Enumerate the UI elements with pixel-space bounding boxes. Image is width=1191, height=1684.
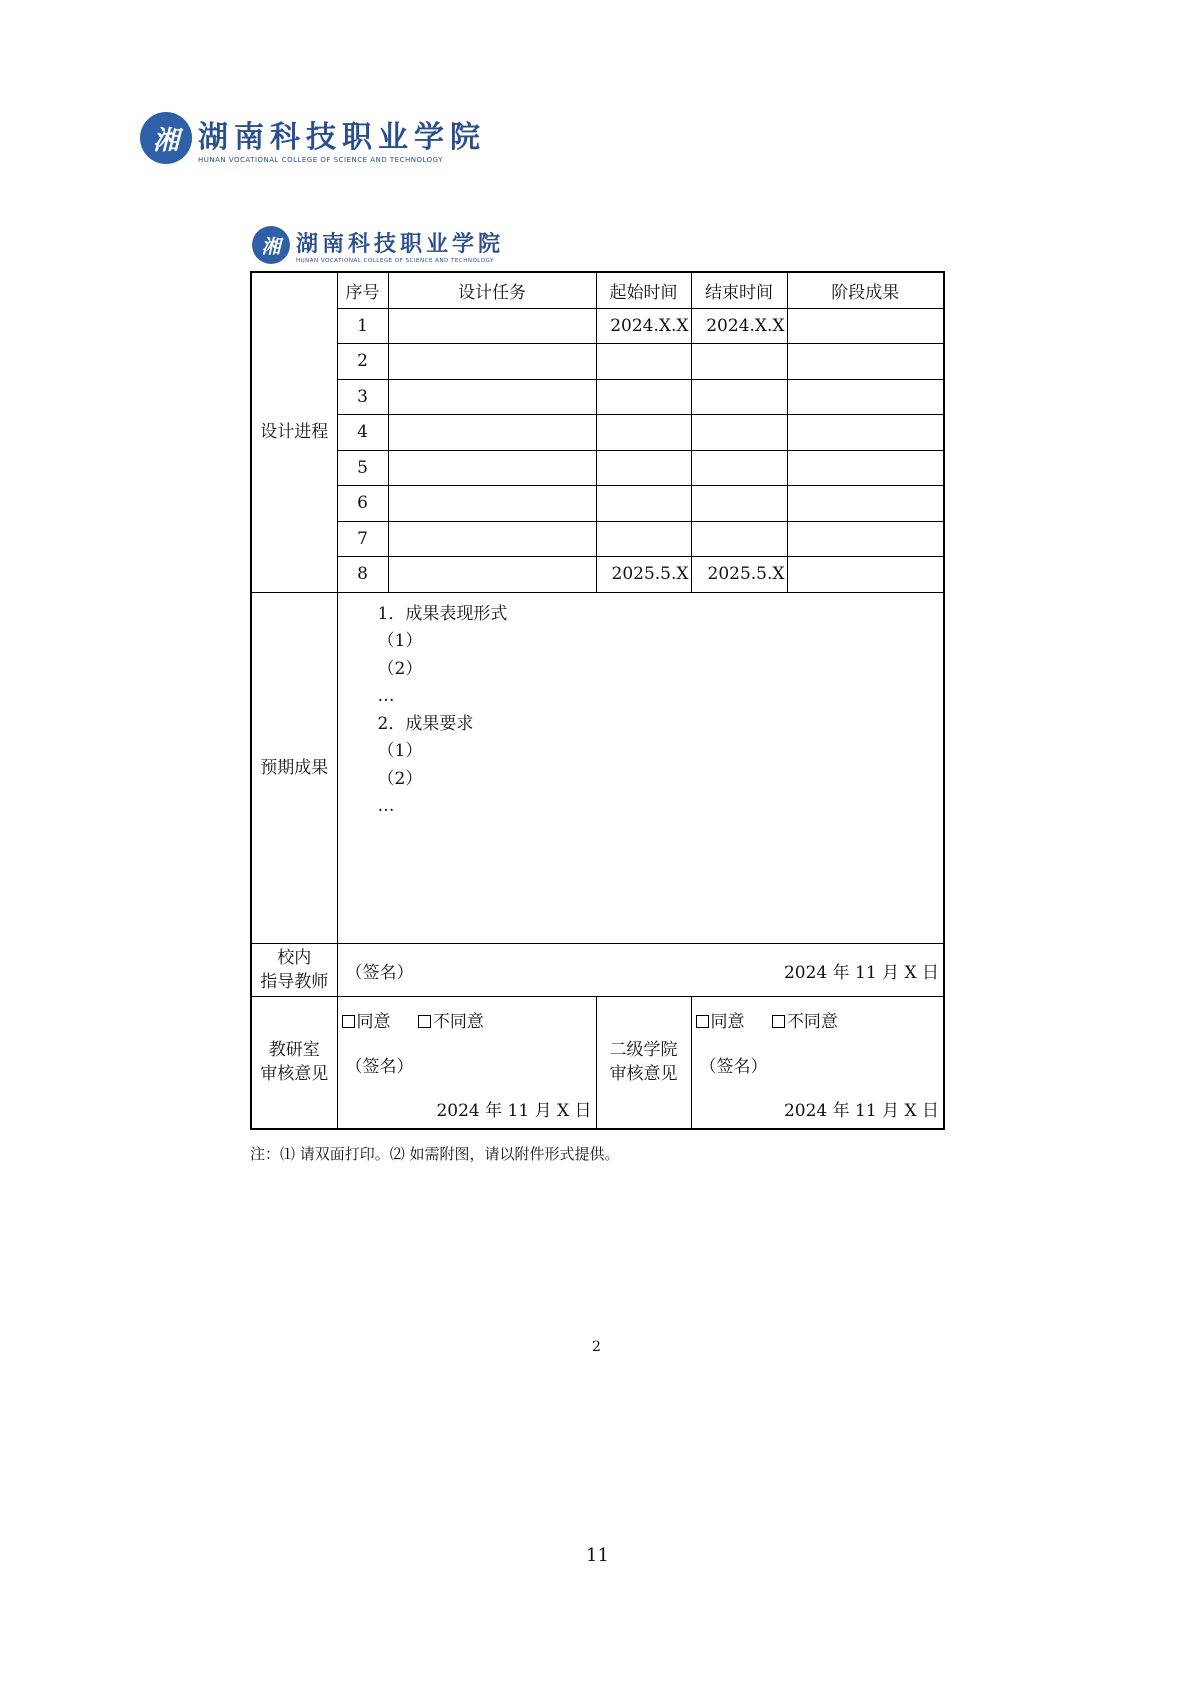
row-no: 6 bbox=[337, 486, 388, 522]
expected-line: … bbox=[377, 686, 395, 706]
teacher-date: 2024 年 11 月 X 日 bbox=[783, 962, 939, 983]
inner-logo bbox=[252, 226, 504, 264]
college-label-line1: 二级学院 bbox=[609, 1040, 678, 1060]
row-no: 4 bbox=[337, 415, 388, 451]
row-no: 5 bbox=[337, 450, 388, 486]
table-row bbox=[251, 308, 944, 344]
checkbox-icon[interactable] bbox=[418, 1015, 431, 1028]
review-row bbox=[251, 996, 944, 1129]
teacher-row bbox=[251, 943, 944, 996]
row-end[interactable] bbox=[691, 450, 787, 486]
col-header-no: 序号 bbox=[337, 272, 388, 308]
design-progress-form bbox=[250, 271, 945, 1130]
row-task[interactable] bbox=[388, 557, 596, 593]
office-agree-option[interactable]: 同意 bbox=[342, 1007, 391, 1032]
footnote: 注：⑴ 请双面打印。⑵ 如需附图，请以附件形式提供。 bbox=[250, 1145, 620, 1163]
row-start[interactable] bbox=[596, 521, 691, 557]
row-task[interactable] bbox=[388, 486, 596, 522]
row-end[interactable] bbox=[691, 521, 787, 557]
expected-line: 1．成果表现形式 bbox=[377, 603, 508, 624]
row-end[interactable] bbox=[691, 379, 787, 415]
row-start[interactable] bbox=[596, 415, 691, 451]
row-start[interactable]: 2024.X.X bbox=[596, 308, 691, 344]
teacher-label-line1: 校内 bbox=[277, 947, 312, 968]
row-start[interactable] bbox=[596, 344, 691, 380]
teacher-label-line2: 指导教师 bbox=[260, 971, 329, 992]
inner-logo-chinese-name: 湖南科技职业学院 bbox=[296, 230, 505, 257]
row-start[interactable] bbox=[596, 450, 691, 486]
row-task[interactable] bbox=[388, 379, 596, 415]
row-end[interactable] bbox=[691, 415, 787, 451]
college-emblem-icon: 湘 bbox=[140, 112, 192, 164]
expected-line: （2） bbox=[377, 768, 423, 789]
row-result[interactable] bbox=[787, 308, 944, 344]
office-signature: （签名） bbox=[345, 1056, 414, 1077]
table-row bbox=[251, 415, 944, 451]
expected-row bbox=[251, 592, 944, 943]
office-disagree-option[interactable]: 不同意 bbox=[418, 1007, 484, 1032]
page-number: 11 bbox=[586, 1545, 609, 1566]
col-header-result: 阶段成果 bbox=[787, 272, 944, 308]
table-row bbox=[251, 450, 944, 486]
table-row bbox=[251, 344, 944, 380]
row-result[interactable] bbox=[787, 557, 944, 593]
logo-english-name: HUNAN VOCATIONAL COLLEGE OF SCIENCE AND TECHNOLOGY bbox=[198, 156, 443, 164]
col-header-start: 起始时间 bbox=[596, 272, 691, 308]
table-row bbox=[251, 521, 944, 557]
office-label bbox=[251, 996, 337, 1129]
row-start[interactable] bbox=[596, 486, 691, 522]
office-label-line2: 审核意见 bbox=[260, 1064, 329, 1084]
office-review-cell[interactable] bbox=[337, 996, 596, 1129]
row-start[interactable]: 2025.5.X bbox=[596, 557, 691, 593]
header-row bbox=[251, 272, 944, 308]
table-row bbox=[251, 486, 944, 522]
row-task[interactable] bbox=[388, 415, 596, 451]
logo-chinese-name: 湖南科技职业学院 bbox=[198, 120, 486, 155]
row-result[interactable] bbox=[787, 450, 944, 486]
row-end[interactable] bbox=[691, 486, 787, 522]
row-task[interactable] bbox=[388, 344, 596, 380]
teacher-signature: （签名） bbox=[345, 962, 414, 983]
row-no: 8 bbox=[337, 557, 388, 593]
row-result[interactable] bbox=[787, 344, 944, 380]
col-header-task: 设计任务 bbox=[388, 272, 596, 308]
inner-logo-english-name: HUNAN VOCATIONAL COLLEGE OF SCIENCE AND TECHNOLOGY bbox=[296, 257, 494, 264]
college-label-line2: 审核意见 bbox=[609, 1064, 678, 1084]
expected-line: （2） bbox=[377, 658, 423, 679]
row-result[interactable] bbox=[787, 486, 944, 522]
college-signature: （签名） bbox=[699, 1056, 768, 1077]
expected-line: 2．成果要求 bbox=[377, 713, 474, 734]
table-row bbox=[251, 557, 944, 593]
row-result[interactable] bbox=[787, 379, 944, 415]
row-result[interactable] bbox=[787, 415, 944, 451]
row-result[interactable] bbox=[787, 521, 944, 557]
header-logo bbox=[140, 112, 486, 164]
office-label-line1: 教研室 bbox=[268, 1040, 320, 1060]
expected-line: … bbox=[377, 796, 395, 816]
row-no: 2 bbox=[337, 344, 388, 380]
row-no: 3 bbox=[337, 379, 388, 415]
expected-line: （1） bbox=[377, 631, 423, 651]
row-start[interactable] bbox=[596, 379, 691, 415]
inner-page-number: 2 bbox=[592, 1339, 601, 1355]
teacher-label bbox=[251, 943, 337, 996]
row-task[interactable] bbox=[388, 521, 596, 557]
expected-line: （1） bbox=[377, 741, 423, 761]
row-end[interactable]: 2025.5.X bbox=[691, 557, 787, 593]
checkbox-icon[interactable] bbox=[772, 1015, 785, 1028]
row-task[interactable] bbox=[388, 450, 596, 486]
col-header-end: 结束时间 bbox=[691, 272, 787, 308]
row-task[interactable] bbox=[388, 308, 596, 344]
checkbox-icon[interactable] bbox=[696, 1015, 709, 1028]
inner-college-emblem-icon: 湘 bbox=[252, 226, 290, 264]
row-no: 1 bbox=[337, 308, 388, 344]
table-row bbox=[251, 379, 944, 415]
college-date: 2024 年 11 月 X 日 bbox=[783, 1100, 939, 1121]
row-end[interactable]: 2024.X.X bbox=[691, 308, 787, 344]
row-end[interactable] bbox=[691, 344, 787, 380]
college-agree-option[interactable]: 同意 bbox=[696, 1007, 745, 1032]
expected-label: 预期成果 bbox=[251, 592, 337, 943]
progress-label: 设计进程 bbox=[251, 272, 337, 592]
expected-content[interactable] bbox=[337, 592, 944, 943]
college-review-cell[interactable] bbox=[691, 996, 944, 1129]
teacher-signature-cell[interactable] bbox=[337, 943, 944, 996]
college-disagree-option[interactable]: 不同意 bbox=[772, 1007, 838, 1032]
checkbox-icon[interactable] bbox=[342, 1015, 355, 1028]
row-no: 7 bbox=[337, 521, 388, 557]
college-label bbox=[596, 996, 691, 1129]
office-date: 2024 年 11 月 X 日 bbox=[436, 1100, 592, 1121]
